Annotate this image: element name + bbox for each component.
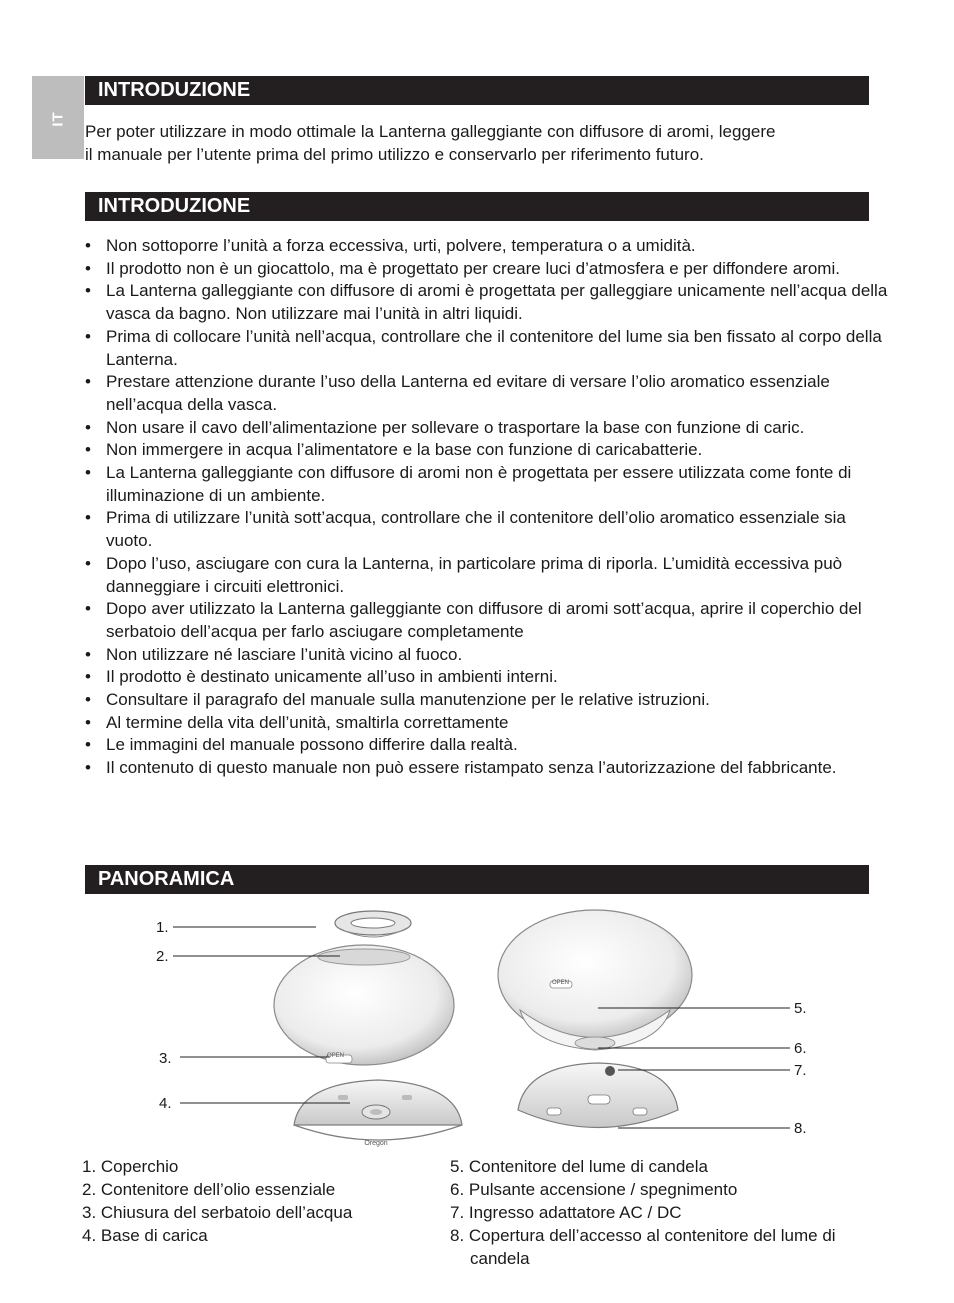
- warning-text: Dopo aver utilizzato la Lanterna galleggiante con diffusore di aromi sott’acqua, aprire il coperchio del serbatoio dell’acqua per farlo asciugare completamente: [106, 599, 862, 641]
- warning-text: Non immergere in acqua l’alimentatore e la base con funzione di caricabatterie.: [106, 440, 703, 460]
- callout-7: 7.: [794, 1062, 807, 1079]
- warning-item: [82, 417, 892, 440]
- open-label-right: OPEN: [552, 980, 570, 986]
- warning-item: [82, 734, 892, 757]
- legend-item: 4. Base di carica: [82, 1226, 208, 1245]
- lantern-globe-icon: [274, 945, 454, 1065]
- legend-item: 7. Ingresso adattatore AC / DC: [450, 1203, 682, 1222]
- callout-4: 4.: [159, 1095, 172, 1112]
- candle-holder-base-icon: [518, 1063, 678, 1128]
- callout-2: 2.: [156, 948, 169, 965]
- callout-8: 8.: [794, 1120, 807, 1137]
- callout-lines: [173, 927, 790, 1128]
- warning-text: Prima di collocare l’unità nell’acqua, controllare che il contenitore del lume sia ben fissato al corpo della Lanterna.: [106, 326, 882, 369]
- bullet-marker: •: [85, 644, 91, 664]
- warning-text: Il contenuto di questo manuale non può essere ristampato senza l’autorizzazione del fabbricante.: [106, 758, 837, 778]
- product-diagram: [140, 905, 820, 1155]
- bullet-marker: •: [85, 258, 91, 278]
- warning-text: Il prodotto è destinato unicamente all’uso in ambienti interni.: [106, 667, 558, 687]
- callout-1: 1.: [156, 919, 169, 936]
- bullet-marker: •: [85, 326, 91, 346]
- lantern-globe-underside-icon: [498, 910, 692, 1050]
- parts-legend-right: [450, 1155, 890, 1270]
- warning-text: La Lanterna galleggiante con diffusore di aromi è progettata per galleggiare unicamente nell’acqua della vasca da bagno. Non utilizzare mai l’unità in altri liquidi.: [106, 281, 888, 324]
- warning-item: [82, 258, 892, 281]
- warning-item: [82, 666, 892, 689]
- section-title-overview: PANORAMICA: [85, 865, 869, 894]
- legend-item: 3. Chiusura del serbatoio dell’acqua: [82, 1203, 353, 1222]
- legend-item: 6. Pulsante accensione / spegnimento: [450, 1180, 738, 1199]
- warning-text: Dopo l’uso, asciugare con cura la Lanterna, in particolare prima di riporla. L’umidità eccessiva può danneggiare i circuiti elettronici.: [106, 553, 843, 596]
- bullet-marker: •: [85, 690, 91, 710]
- brand-logo-text: Oregon: [364, 1140, 388, 1147]
- bullet-marker: •: [85, 553, 91, 573]
- intro-line-1: Per poter utilizzare in modo ottimale la Lanterna galleggiante con diffusore di aromi, leggere: [85, 122, 776, 141]
- warning-item: [82, 712, 892, 735]
- bullet-marker: •: [85, 667, 91, 687]
- bullet-marker: •: [85, 417, 91, 437]
- bullet-marker: •: [85, 758, 91, 778]
- warning-item: [82, 757, 892, 780]
- bullet-marker: •: [85, 599, 91, 619]
- callout-3: 3.: [159, 1050, 172, 1067]
- language-tab-label: IT: [49, 111, 67, 127]
- bullet-marker: •: [85, 236, 91, 255]
- intro-paragraph: [85, 120, 885, 166]
- warning-text: Non usare il cavo dell’alimentazione per sollevare o trasportare la base con funzione di caric.: [106, 417, 805, 437]
- intro-line-2: il manuale per l’utente prima del primo utilizzo e conservarlo per riferimento futuro.: [85, 145, 704, 164]
- open-label-left: OPEN: [327, 1053, 345, 1059]
- warning-item: [82, 689, 892, 712]
- lid-icon: [335, 911, 411, 937]
- warning-item: [82, 644, 892, 667]
- warning-text: Il prodotto non è un giocattolo, ma è progettato per creare luci d’atmosfera e per diffondere aromi.: [106, 258, 840, 278]
- bullet-marker: •: [85, 372, 91, 392]
- bullet-marker: •: [85, 440, 91, 460]
- callout-5: 5.: [794, 1000, 807, 1017]
- warning-text: Prima di utilizzare l’unità sott’acqua, controllare che il contenitore dell’olio aromatico essenziale sia vuoto.: [106, 508, 846, 551]
- warning-text: Prestare attenzione durante l’uso della Lanterna ed evitare di versare l’olio aromatico essenziale nell’acqua della vasca.: [106, 372, 830, 414]
- bullet-marker: •: [85, 712, 91, 732]
- language-tab: [32, 76, 84, 159]
- warning-text: La Lanterna galleggiante con diffusore di aromi non è progettata per essere utilizzata come fonte di illuminazione di un ambiente.: [106, 463, 852, 505]
- section-title-warnings: INTRODUZIONE: [85, 192, 869, 221]
- warning-text: Consultare il paragrafo del manuale sulla manutenzione per le relative istruzioni.: [106, 690, 710, 710]
- warning-item: [82, 235, 892, 258]
- warning-item: [82, 553, 892, 598]
- warning-item: [82, 598, 892, 643]
- bullet-marker: •: [85, 463, 91, 483]
- parts-legend-left: [82, 1155, 422, 1247]
- warning-text: Non sottoporre l’unità a forza eccessiva, urti, polvere, temperatura o a umidità.: [106, 236, 696, 255]
- warning-text: Le immagini del manuale possono differire dalla realtà.: [106, 735, 518, 755]
- legend-item: 1. Coperchio: [82, 1157, 179, 1176]
- charging-base-icon: [294, 1080, 462, 1147]
- warning-item: [82, 326, 892, 371]
- legend-item: 5. Contenitore del lume di candela: [450, 1157, 708, 1176]
- bullet-marker: •: [85, 281, 91, 301]
- warning-text: Non utilizzare né lasciare l’unità vicino al fuoco.: [106, 644, 463, 664]
- section-title-introduction: INTRODUZIONE: [85, 76, 869, 105]
- legend-item: 8. Copertura dell’accesso al contenitore del lume di candela: [450, 1226, 836, 1268]
- product-illustration: [140, 905, 820, 1155]
- bullet-marker: •: [85, 508, 91, 528]
- legend-item: 2. Contenitore dell’olio essenziale: [82, 1180, 336, 1199]
- callout-6: 6.: [794, 1040, 807, 1057]
- bullet-marker: •: [85, 735, 91, 755]
- warning-item: [82, 439, 892, 462]
- warning-text: Al termine della vita dell’unità, smaltirla correttamente: [106, 712, 509, 732]
- warning-item: [82, 507, 892, 552]
- warning-item: [82, 371, 892, 416]
- warning-item: [82, 280, 892, 325]
- warning-list: [82, 235, 892, 780]
- warning-item: [82, 462, 892, 507]
